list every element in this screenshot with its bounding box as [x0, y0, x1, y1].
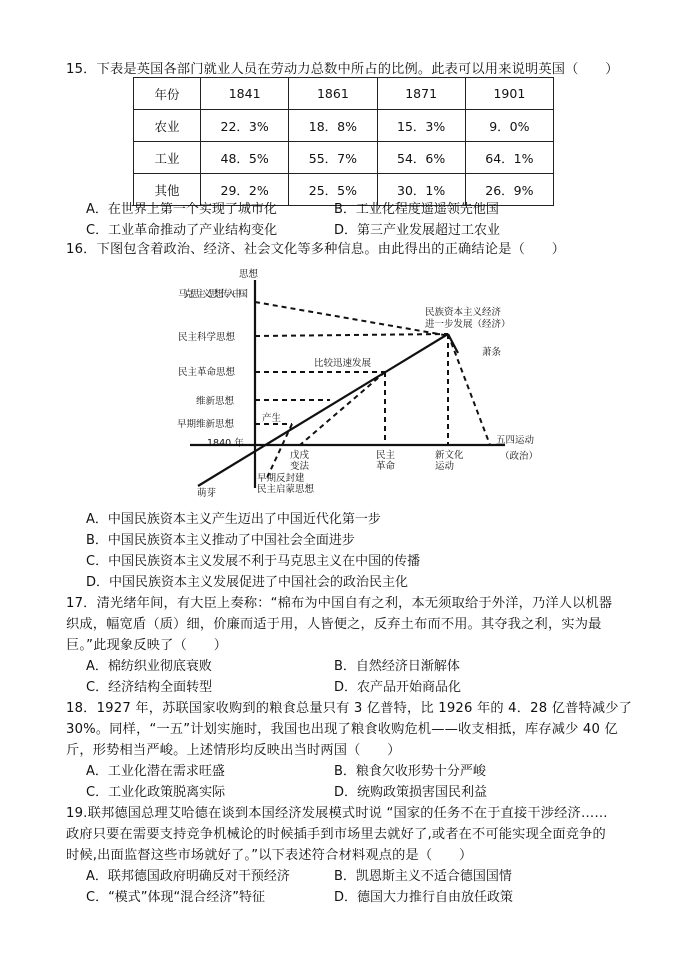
q15-stem: 15．下表是英国各部门就业人员在劳动力总数中所占的比例。此表可以用来说明英国（ ）: [66, 62, 619, 77]
q19-option-c: C．“模式”体现“混合经济”特征: [86, 890, 266, 905]
table-header-cell: 1841: [201, 78, 289, 110]
table-cell: 64．1%: [465, 142, 553, 174]
q19-line: 政府只要在需要支持竞争机械论的时候插手到市场里去就好了,或者在不可能实现全面竞争的: [66, 827, 606, 842]
q18-line: 斤，形势相当严峻。上述情形均反映出当时两国（ ）: [66, 743, 401, 758]
q15-option-c: C．工业革命推动了产业结构变化: [86, 223, 278, 238]
table-header-cell: 1901: [465, 78, 553, 110]
x-end-label-2: （政治）: [500, 451, 539, 462]
y-label-marxism: 马克思主义思想传入中国: [178, 289, 248, 300]
fast-growth-label: 比较迅速发展: [314, 358, 372, 369]
table-cell: 54．6%: [377, 142, 465, 174]
mengya-label: 萌芽: [197, 488, 217, 499]
table-cell: 26．9%: [465, 174, 553, 206]
q15-option-d: D．第三产业发展超过工农业: [334, 223, 501, 238]
x-label-revolution-2: 革命: [376, 461, 396, 472]
x-label-enlightenment-2: 民主启蒙思想: [257, 484, 315, 495]
q16-option-d: D．中国民族资本主义发展促进了中国社会的政治民主化: [86, 575, 409, 590]
decline-label: 萧条: [482, 347, 502, 358]
table-cell: 48．5%: [201, 142, 289, 174]
growth-line: [198, 334, 448, 486]
q16-stem: 16．下图包含着政治、经济、社会文化等多种信息。由此得出的正确结论是（ ）: [66, 242, 566, 257]
origin-label: 1840 年: [207, 438, 244, 449]
table-header-cell: 年份: [134, 78, 201, 110]
q18-line: 18．1927 年，苏联国家收购到的粮食总量只有 3 亿普特，比 1926 年的 4．28 亿普特减少了: [66, 701, 633, 716]
y-axis-title: 思想: [239, 269, 259, 280]
q17-option-a: A．棉纺织业彻底衰败: [86, 659, 212, 674]
table-header-cell: 1861: [289, 78, 377, 110]
y-label-revolution: 民主革命思想: [178, 367, 236, 378]
q18-line: 30%。同样，“一五”计划实施时，我国也出现了粮食收购危机——收支相抵，库存减少 40 亿: [66, 722, 618, 737]
q19-option-b: B．凯恩斯主义不适合德国国情: [334, 869, 512, 884]
q17-line: 巨。”此现象反映了（ ）: [66, 638, 228, 653]
q18-option-d: D．统购政策损害国民利益: [334, 785, 488, 800]
table-cell: 25．5%: [289, 174, 377, 206]
table-cell: 29．2%: [201, 174, 289, 206]
x-label-revolution-1: 民主: [376, 450, 396, 461]
q19-option-d: D．德国大力推行自由放任政策: [334, 890, 514, 905]
q17-option-c: C．经济结构全面转型: [86, 680, 213, 695]
table-cell: 9．0%: [465, 110, 553, 142]
q19-line: 19.联邦德国总理艾哈德在谈到本国经济发展模式时说 “国家的任务不在于直接干涉经济……: [66, 806, 608, 821]
table-cell: 22．3%: [201, 110, 289, 142]
marxism-dashed-line: [255, 302, 450, 336]
table-cell: 其他: [134, 174, 201, 206]
y-label-democracy-science: 民主科学思想: [178, 332, 236, 343]
y-label-reform: 维新思想: [196, 396, 235, 407]
q17-option-d: D．农产品开始商品化: [334, 680, 462, 695]
q19-line: 时候,出面监督这些市场就好了。”以下表述符合材料观点的是（ ）: [66, 848, 473, 863]
x-end-label-1: 五四运动: [496, 435, 535, 446]
q15-option-b: B．工业化程度遥遥领先他国: [334, 202, 499, 217]
chansheng-label: 产生: [262, 413, 282, 424]
table-header-cell: 1871: [377, 78, 465, 110]
x-label-wuxu-2: 变法: [290, 461, 310, 472]
x-label-enlightenment-1: 早期反封建: [257, 473, 305, 484]
q19-option-a: A．联邦德国政府明确反对干预经济: [86, 869, 290, 884]
table-cell: 18．8%: [289, 110, 377, 142]
early-enlightenment-dashed-line: [266, 424, 292, 480]
q17-line: 17．清光绪年间，有大臣上奏称：“棉布为中国自有之利，本无须取给于外洋，乃洋人以机器: [66, 596, 613, 611]
table-cell: 工业: [134, 142, 201, 174]
q18-option-c: C．工业化政策脱离实际: [86, 785, 226, 800]
q15-option-a: A．在世界上第一个实现了城市化: [86, 202, 277, 217]
further-label-line1: 民族资本主义经济: [425, 307, 502, 318]
q17-option-b: B．自然经济日渐解体: [334, 659, 460, 674]
x-label-new-culture-2: 运动: [435, 461, 455, 472]
table-cell: 农业: [134, 110, 201, 142]
democracy-science-dashed-line: [255, 334, 448, 336]
x-label-new-culture-1: 新文化: [435, 450, 464, 461]
q17-line: 织成，幅宽盾（质）细，价廉而适于用，人皆便之，反弃土布而不用。其夺我之利，实为最: [66, 617, 602, 632]
table-cell: 55．7%: [289, 142, 377, 174]
q16-option-b: B．中国民族资本主义推动了中国社会全面进步: [86, 533, 355, 548]
table-cell: 30．1%: [377, 174, 465, 206]
further-label-line2: 进一步发展（经济）: [425, 319, 511, 330]
q18-option-b: B．粮食欠收形势十分严峻: [334, 764, 486, 779]
x-label-wuxu-1: 戊戌: [290, 450, 310, 461]
q18-option-a: A．工业化潜在需求旺盛: [86, 764, 225, 779]
q16-option-c: C．中国民族资本主义发展不利于马克思主义在中国的传播: [86, 554, 421, 569]
q16-option-a: A．中国民族资本主义产生迈出了中国近代化第一步: [86, 512, 381, 527]
y-label-early-reform: 早期维新思想: [177, 419, 235, 430]
wuxu-dashed-line: [300, 372, 385, 445]
table-cell: 15．3%: [377, 110, 465, 142]
